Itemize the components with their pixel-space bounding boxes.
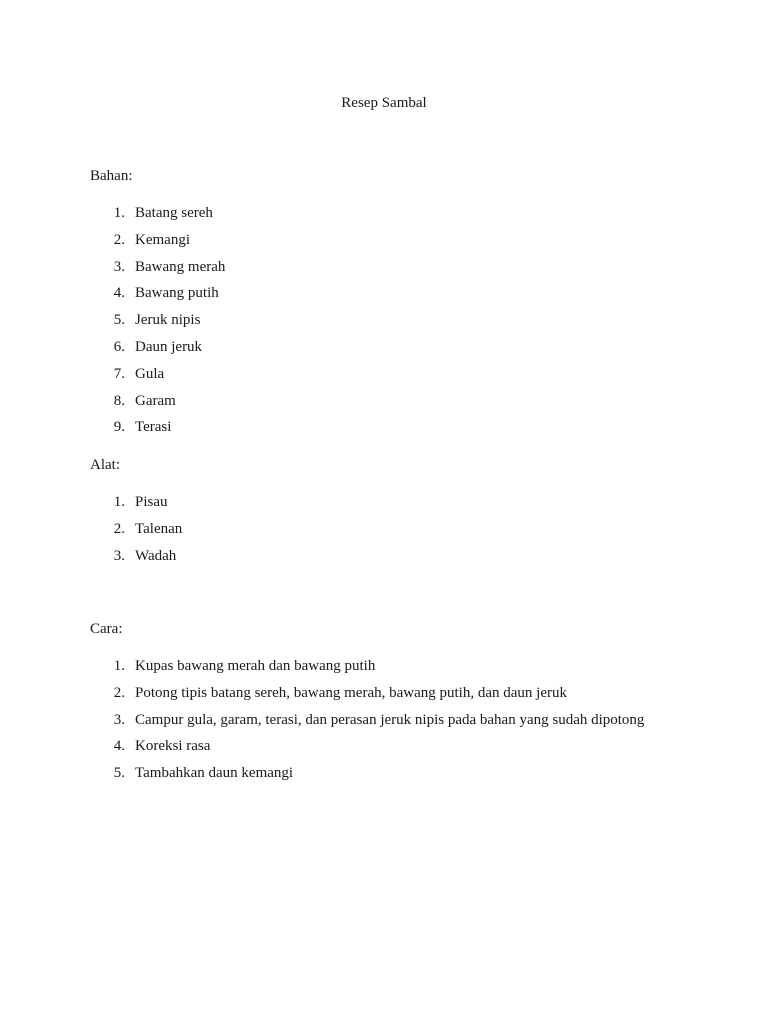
list-item-text: Kupas bawang merah dan bawang putih bbox=[135, 658, 376, 674]
list-item-text: Batang sereh bbox=[135, 205, 213, 221]
list-item bbox=[90, 546, 182, 573]
list-item-text: Daun jeruk bbox=[135, 338, 203, 355]
list-item bbox=[90, 683, 644, 710]
list-number: 1. bbox=[113, 494, 125, 510]
list-number: 4. bbox=[113, 285, 125, 302]
list-number: 3. bbox=[113, 711, 125, 728]
ingredients-list bbox=[90, 203, 225, 444]
list-item bbox=[90, 230, 225, 257]
list-number: 5. bbox=[113, 312, 125, 329]
section-heading-cara: Cara: bbox=[90, 621, 123, 637]
list-item-text: Campur gula, garam, terasi, dan perasan jeruk nipis pada bahan yang sudah dipotong bbox=[135, 711, 645, 728]
list-item bbox=[90, 391, 225, 418]
list-item-text: Jeruk nipis bbox=[135, 312, 201, 329]
list-number: 2. bbox=[113, 684, 125, 701]
page-title: Resep Sambal bbox=[341, 95, 427, 111]
list-item-text: Terasi bbox=[135, 419, 172, 436]
list-item-text: Pisau bbox=[135, 494, 168, 510]
list-number: 8. bbox=[113, 392, 125, 409]
list-item bbox=[90, 656, 644, 683]
section-heading-bahan: Bahan: bbox=[90, 168, 133, 184]
list-item-text: Talenan bbox=[135, 520, 183, 537]
list-item-text: Bawang merah bbox=[135, 258, 226, 275]
list-item-text: Kemangi bbox=[135, 231, 190, 248]
list-item-text: Tambahkan daun kemangi bbox=[135, 765, 294, 782]
list-number: 1. bbox=[113, 205, 125, 221]
list-item bbox=[90, 417, 225, 444]
tools-list bbox=[90, 492, 182, 572]
list-item bbox=[90, 763, 644, 790]
list-item bbox=[90, 736, 644, 763]
list-number: 4. bbox=[113, 738, 125, 755]
list-item bbox=[90, 492, 182, 519]
list-item bbox=[90, 337, 225, 364]
list-item bbox=[90, 710, 644, 737]
list-item-text: Potong tipis batang sereh, bawang merah, bawang putih, dan daun jeruk bbox=[135, 684, 567, 701]
list-number: 1. bbox=[113, 658, 125, 674]
list-number: 3. bbox=[113, 258, 125, 275]
list-item-text: Koreksi rasa bbox=[135, 738, 211, 755]
list-number: 6. bbox=[113, 338, 125, 355]
list-item-text: Gula bbox=[135, 365, 165, 382]
list-number: 2. bbox=[113, 520, 125, 537]
list-number: 5. bbox=[113, 765, 125, 782]
list-item bbox=[90, 283, 225, 310]
list-item-text: Bawang putih bbox=[135, 285, 219, 302]
list-item bbox=[90, 203, 225, 230]
list-item-text: Wadah bbox=[135, 547, 177, 564]
list-number: 9. bbox=[113, 419, 125, 436]
list-item bbox=[90, 257, 225, 284]
list-item bbox=[90, 364, 225, 391]
list-number: 3. bbox=[113, 547, 125, 564]
list-number: 2. bbox=[113, 231, 125, 248]
steps-list bbox=[90, 656, 644, 790]
list-item bbox=[90, 519, 182, 546]
section-heading-alat: Alat: bbox=[90, 457, 120, 473]
list-item bbox=[90, 310, 225, 337]
list-item-text: Garam bbox=[135, 392, 176, 409]
list-number: 7. bbox=[113, 365, 125, 382]
